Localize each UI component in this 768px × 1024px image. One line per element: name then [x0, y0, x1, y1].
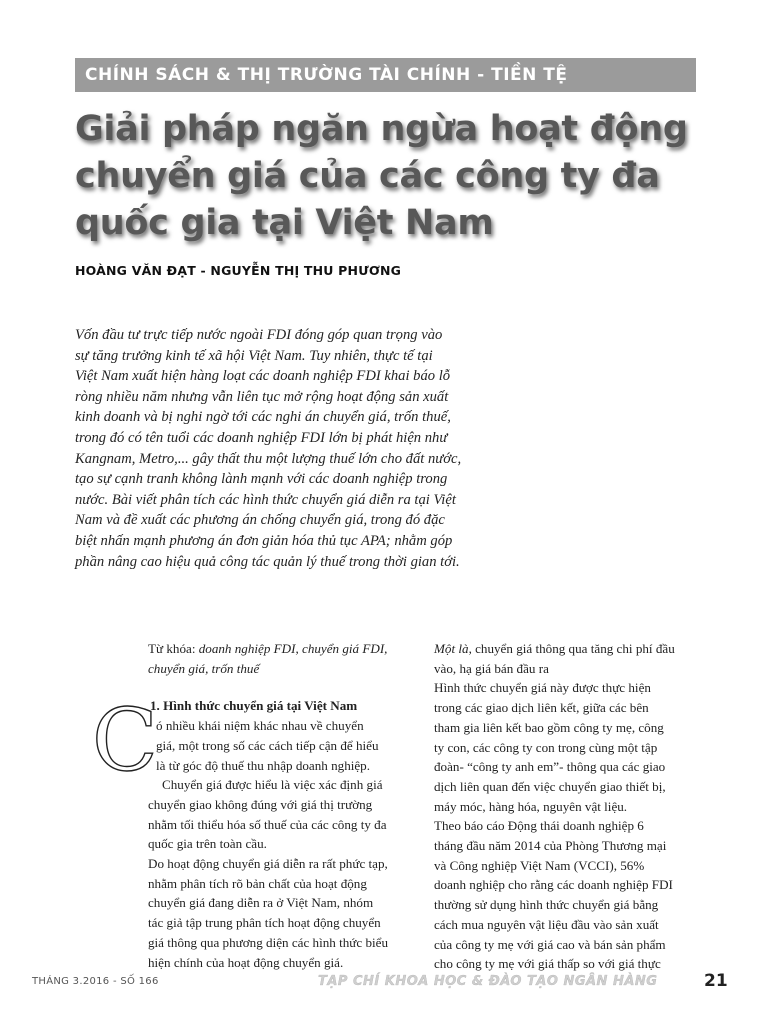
body-line: giá, một trong số các cách tiếp cận để hiểu [156, 737, 379, 753]
body-line: ó nhiều khái niệm khác nhau về chuyển [156, 718, 364, 734]
body-line: giá thông qua phương diện các hình thức biểu [148, 934, 389, 950]
article-title [75, 106, 735, 247]
body-line: hiện chính của hoạt động chuyển giá. [148, 954, 344, 970]
body-line: máy móc, hàng hóa, nguyên vật liệu. [434, 798, 628, 814]
body-line: chuyển giao không đúng với giá thị trường [148, 796, 373, 812]
body-line: tham gia liên kết bao gồm công ty mẹ, công [434, 719, 664, 735]
body-line: doanh nghiệp cho rằng các doanh nghiệp FDI [434, 877, 673, 893]
title-line: Giải pháp ngăn ngừa hoạt động [75, 109, 688, 149]
body-line: chuyển giá đang diễn ra ở Việt Nam, nhóm [148, 895, 374, 911]
keywords-text: chuyển giá, trốn thuế [148, 660, 260, 676]
body-line: ty con, các công ty con trong cùng một tập [434, 739, 658, 755]
abstract-line: kinh doanh và bị nghi ngờ tới các nghi án chuyển giá, trốn thuế, [75, 409, 451, 426]
keywords [148, 639, 420, 678]
abstract-line: Việt Nam xuất hiện hàng loạt các doanh nghiệp FDI khai báo lỗ [75, 368, 451, 385]
body-line: quốc gia trên toàn cầu. [148, 836, 267, 852]
body-line: Chuyển giá được hiểu là việc xác định giá [162, 777, 383, 793]
body-line: Theo báo cáo Động thái doanh nghiệp 6 [434, 818, 644, 834]
authors: HOÀNG VĂN ĐẠT - NGUYỄN THỊ THU PHƯƠNG [75, 263, 402, 278]
right-column [434, 639, 704, 974]
drop-cap: C [92, 691, 158, 792]
body-line: là từ góc độ thuế thu nhập doanh nghiệp. [156, 757, 371, 773]
body-line: cách mua nguyên vật liệu đầu vào sản xuất [434, 916, 659, 932]
title-line: quốc gia tại Việt Nam [75, 203, 494, 243]
body-line: tháng đầu năm 2014 của Phòng Thương mại [434, 838, 667, 854]
abstract-line: Vốn đầu tư trực tiếp nước ngoài FDI đóng góp quan trọng vào [75, 327, 443, 343]
body-line: Do hoạt động chuyển giá diễn ra rất phức tạp, [148, 856, 388, 872]
body-line: trong các giao dịch liên kết, giữa các bên [434, 700, 649, 716]
body-line: cho công ty mẹ với giá thấp so với giá thực [434, 956, 661, 972]
body-line: của công ty mẹ với giá cao và bán sản phẩm [434, 936, 666, 952]
left-column [92, 639, 420, 972]
body-line: nhằm tối thiểu hóa số thuế của các công ty đa [148, 816, 387, 832]
abstract-line: phần nâng cao hiệu quả công tác quản lý thuế trong thời gian tới. [75, 553, 460, 570]
abstract-line: Nam và đề xuất các phương án chống chuyển giá, trong đó đặc [75, 512, 445, 529]
body-line: và Công nghiệp Việt Nam (VCCI), 56% [434, 857, 645, 873]
abstract-line: tạo sự cạnh tranh không lành mạnh với các doanh nghiệp trong [75, 471, 448, 488]
page-number: 21 [704, 971, 728, 991]
abstract [75, 325, 545, 572]
body-line: nhằm phân tích rõ bản chất của hoạt động [148, 875, 367, 891]
abstract-line: trong đó có tên tuổi các doanh nghiệp FDI lớn bị phát hiện như [75, 429, 448, 446]
title-line: chuyển giá của các công ty đa [75, 156, 660, 196]
body-line: tác giả tập trung phân tích hoạt động chuyển [148, 915, 381, 931]
abstract-line: Kangnam, Metro,... gây thất thu một lượng thuế lớn cho đất nước, [75, 450, 462, 467]
abstract-line: nước. Bài viết phân tích các hình thức chuyển giá diễn ra tại Việt [75, 491, 456, 508]
body-line: dịch liên quan đến việc chuyển giao thiết bị, [434, 778, 666, 794]
footer-journal: TẠP CHÍ KHOA HỌC & ĐÀO TẠO NGÂN HÀNG [318, 974, 658, 989]
section-heading: 1. Hình thức chuyển giá tại Việt Nam [150, 698, 358, 714]
keywords-text: doanh nghiệp FDI, chuyển giá FDI, [198, 641, 388, 656]
abstract-line: sự tăng trưởng kinh tế xã hội Việt Nam. Tuy nhiên, thực tế tại [75, 347, 433, 364]
body-line: đoàn- “công ty anh em”- thông qua các giao [434, 759, 666, 775]
keywords-label: Từ khóa: [148, 641, 199, 656]
body-line: thường sử dụng hình thức chuyển giá bằng [434, 897, 659, 913]
body-line: vào, hạ giá bán đầu ra [434, 660, 549, 676]
footer-issue: THÁNG 3.2016 - SỐ 166 [32, 976, 159, 987]
section-banner: CHÍNH SÁCH & THỊ TRƯỜNG TÀI CHÍNH - TIỀN TỆ [75, 58, 696, 92]
list-lead: Một là [434, 641, 469, 656]
abstract-line: biệt nhấn mạnh phương án đơn giản hóa thủ tục APA; nhằm góp [75, 532, 453, 549]
abstract-line: ròng nhiều năm nhưng vẫn liên tục mở rộng hoạt động sản xuất [75, 388, 449, 405]
body-line: Hình thức chuyển giá này được thực hiện [434, 680, 651, 696]
body-line: , chuyển giá thông qua tăng chi phí đầu [468, 641, 675, 656]
